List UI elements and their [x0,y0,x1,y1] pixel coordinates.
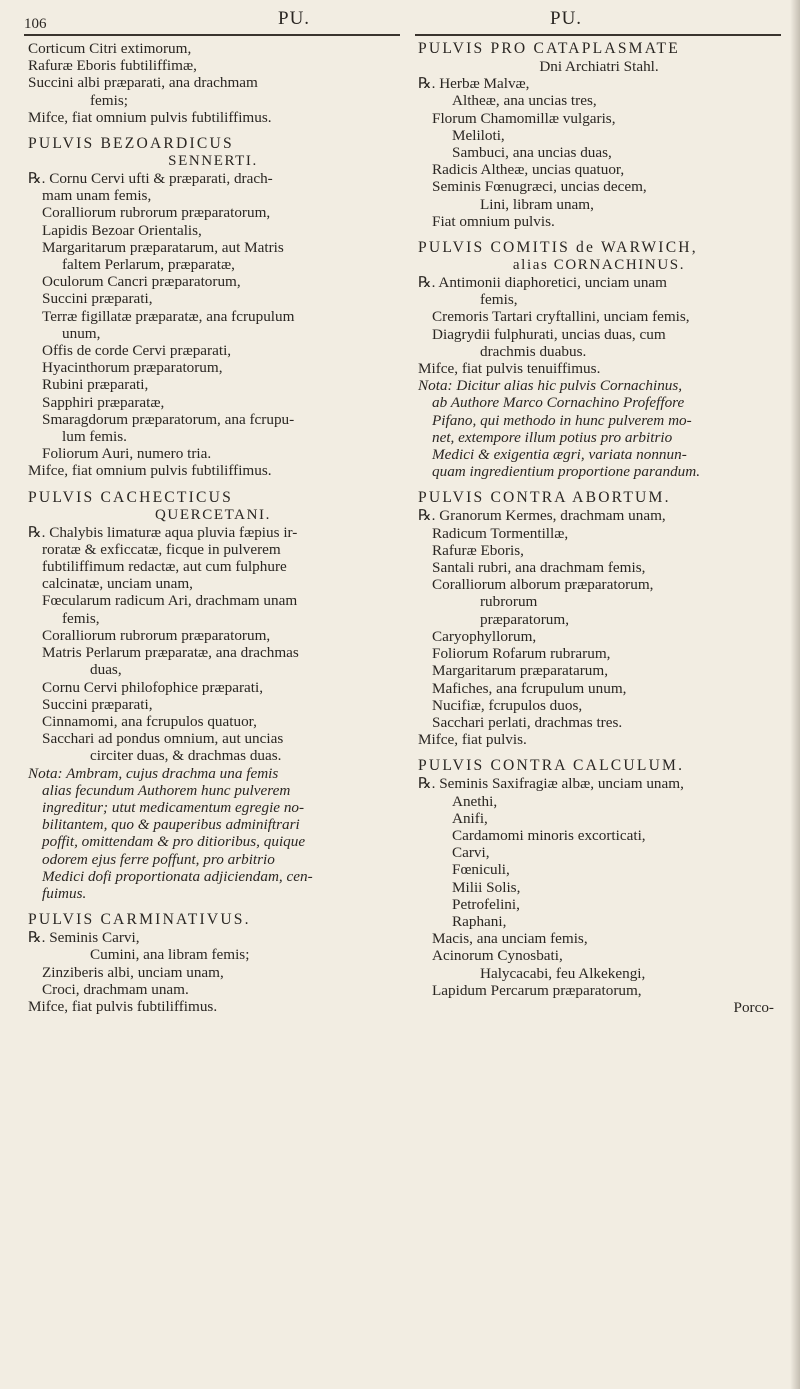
text-line: calcinatæ, unciam unam, [42,575,193,593]
text-line: Rafuræ Eboris fubtiliffimæ, [28,57,197,75]
text-line: Diagrydii fulphurati, uncias duas, cum [432,325,666,343]
text-line: præparatorum, [480,610,569,628]
text-line: Seminis Fœnugræci, uncias decem, [432,178,647,196]
text-line: Florum Chamomillæ vulgaris, [432,109,616,127]
text-line: Carvi, [452,844,490,862]
text-line: Zinziberis albi, unciam unam, [42,963,224,981]
text-line: drachmis duabus. [480,342,587,360]
text-line: Mifce, fiat pulvis. [418,731,527,749]
text-line: Succini præparati, [42,290,153,308]
text-line: ℞. Granorum Kermes, drachmam unam, [418,507,666,525]
text-line: Meliloti, [452,126,505,144]
section-title: PULVIS COMITIS de WARWICH, [418,239,698,257]
text-line: ℞. Antimonii diaphoretici, unciam unam [418,274,667,292]
note-line: Pifano, qui methodo in hunc pulverem mo- [432,411,692,429]
section-title: PULVIS BEZOARDICUS [28,135,234,153]
page-number: 106 [24,16,47,32]
text-line: duas, [90,661,122,679]
text-line: Cumini, ana libram femis; [90,946,250,964]
text-line: Acinorum Cynosbati, [432,947,563,965]
text-line: Croci, drachmam unam. [42,980,189,998]
text-line: mam unam femis, [42,187,152,205]
text-line: Offis de corde Cervi præparati, [42,342,232,360]
text-line: Caryophyllorum, [432,627,537,645]
section-subtitle: QUERCETANI. [155,506,271,523]
section-subtitle: SENNERTI. [168,153,258,170]
text-line: Mafiches, ana fcrupulum unum, [432,679,627,697]
note-line: odorem ejus ferre poffunt, pro arbitrio [42,850,275,868]
note-line: Nota: Ambram, cujus drachma una femis [28,764,279,782]
text-line: Macis, ana unciam femis, [432,930,588,948]
text-line: Coralliorum alborum præparatorum, [432,576,654,594]
left-column [28,40,398,1015]
text-line: Margaritarum præparatarum, [432,662,608,680]
text-line: Mifce, fiat omnium pulvis fubtiliffimus. [28,108,272,126]
text-line: Nucifiæ, fcrupulos duos, [432,696,583,714]
running-head-right: PU. [550,8,583,29]
text-line: femis; [90,91,128,109]
text-line: Petrofelini, [452,895,520,913]
text-line: ℞. Cornu Cervi ufti & præparati, drach- [28,170,273,188]
note-line: Nota: Dicitur alias hic pulvis Cornachinus, [418,377,683,395]
text-line: Fœniculi, [452,861,510,879]
text-line: roratæ & exficcatæ, ficque in pulverem [42,540,281,558]
text-line: Anethi, [452,792,498,810]
note-line: poffit, omittendam & pro ditioribus, quique [42,833,306,851]
text-line: Halycacabi, feu Alkekengi, [480,964,646,982]
note-line: Medici dofi proportionata adjiciendam, cen- [42,867,313,885]
note-line: net, extempore illum potius pro arbitrio [432,428,673,446]
text-line: Foliorum Auri, numero tria. [42,445,212,463]
section-title: PULVIS PRO CATAPLASMATE [418,40,680,57]
text-line: Fiat omnium pulvis. [432,212,555,230]
text-line: Margaritarum præparatarum, aut Matris [42,238,284,256]
text-line: Rafuræ Eboris, [432,541,524,559]
note-line: bilitantem, quo & pauperibus adminiftrari [42,816,300,834]
text-line: Cinnamomi, ana fcrupulos quatuor, [42,712,257,730]
text-line: ℞. Herbæ Malvæ, [418,75,530,93]
text-line: Santali rubri, ana drachmam femis, [432,559,646,577]
text-line: Coralliorum rubrorum præparatorum, [42,204,271,222]
text-line: Lapidis Bezoar Orientalis, [42,221,202,239]
text-line: Terræ figillatæ præparatæ, ana fcrupulum [42,307,295,325]
text-line: ℞. Seminis Carvi, [28,929,140,947]
text-line: Sacchari perlati, drachmas tres. [432,713,623,731]
running-head-left: PU. [278,8,311,29]
text-line: Lini, libram unam, [480,195,594,213]
note-line: ingreditur; utut medicamentum egregie no- [42,798,305,816]
text-line: ℞. Seminis Saxifragiæ albæ, unciam unam, [418,775,684,793]
text-line: lum femis. [62,428,127,446]
text-line: Radicis Altheæ, uncias quatuor, [432,161,625,179]
text-line: femis, [62,609,100,627]
section-title: PULVIS CARMINATIVUS. [28,911,251,929]
text-line: Sacchari ad pondus omnium, aut uncias [42,730,284,748]
text-line: Cornu Cervi philofophice præparati, [42,678,264,696]
section-subtitle: Dni Archiatri Stahl. [539,58,659,75]
text-line: unum, [62,324,101,342]
text-line: ℞. Chalybis limaturæ aqua pluvia fæpius ir- [28,523,298,541]
text-line: Lapidum Percarum præparatorum, [432,981,642,999]
text-line: Cremoris Tartari cryftallini, unciam femis, [432,308,690,326]
text-line: Radicum Tormentillæ, [432,524,569,542]
text-line: Raphani, [452,912,507,930]
page-header [0,6,800,36]
note-line: fuimus. [42,884,87,902]
text-line: Mifce, fiat omnium pulvis fubtiliffimus. [28,462,272,480]
text-line: fubtiliffimum redactæ, aut cum fulphure [42,558,287,576]
text-line: Cardamomi minoris excorticati, [452,826,646,844]
page-edge-shadow [790,0,800,1389]
text-line: Anifi, [452,809,488,827]
header-rule-left [24,34,400,36]
section-subtitle: alias CORNACHINUS. [512,257,686,274]
text-line: Altheæ, ana uncias tres, [452,92,597,110]
text-line: Fœcularum radicum Ari, drachmam unam [42,592,298,610]
text-line: Oculorum Cancri præparatorum, [42,273,241,291]
text-line: Sapphiri præparatæ, [42,393,165,411]
section-title: PULVIS CONTRA ABORTUM. [418,489,671,507]
section-title: PULVIS CACHECTICUS [28,488,233,506]
text-line: Rubini præparati, [42,376,149,394]
text-line: Milii Solis, [452,878,521,896]
right-column [418,40,780,1016]
note-line: ab Authore Marco Cornachino Profeffore [432,394,685,412]
text-line: Mifce, fiat pulvis tenuiffimus. [418,360,601,378]
note-line: Medici & exigentia ægri, variata nonnun- [432,446,687,464]
text-line: Corticum Citri extimorum, [28,40,192,57]
text-line: faltem Perlarum, præparatæ, [62,256,235,274]
note-line: quam ingredientium proportione parandum. [432,463,701,481]
text-line: Succini albi præparati, ana drachmam [28,74,258,92]
catchword: Porco- [733,998,774,1016]
section-title: PULVIS CONTRA CALCULUM. [418,757,685,775]
text-line: Foliorum Rofarum rubrarum, [432,645,611,663]
text-line: Succini præparati, [42,695,153,713]
text-line: Coralliorum rubrorum præparatorum, [42,626,271,644]
text-line: femis, [480,291,518,309]
text-line: Smaragdorum præparatorum, ana fcrupu- [42,410,295,428]
text-line: Sambuci, ana uncias duas, [452,144,612,162]
note-line: alias fecundum Authorem hunc pulverem [42,781,291,799]
text-line: Mifce, fiat pulvis fubtiliffimus. [28,997,218,1015]
text-line: Hyacinthorum præparatorum, [42,359,223,377]
text-line: Matris Perlarum præparatæ, ana drachmas [42,644,299,662]
text-line: circiter duas, & drachmas duas. [90,747,282,765]
text-line: rubrorum [480,593,538,611]
header-rule-right [415,34,781,36]
